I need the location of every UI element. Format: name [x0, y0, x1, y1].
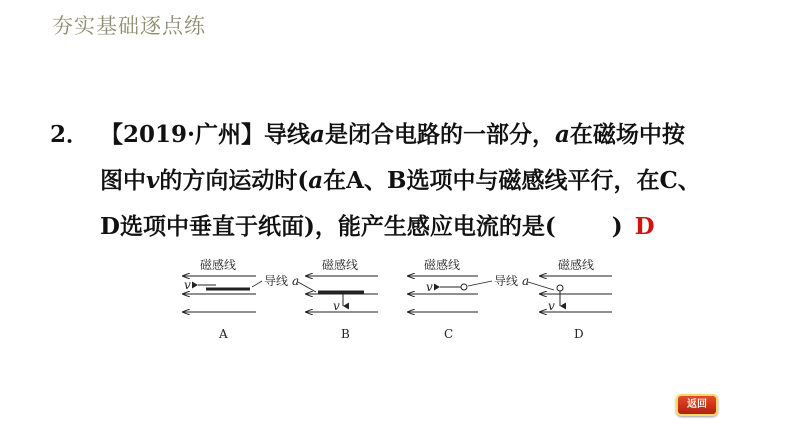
question-text-1c: 在磁场中按 [569, 121, 685, 148]
question-block [50, 112, 790, 250]
question-text-2b: 的方向运动时( [159, 167, 309, 194]
option-b-velocity-label: v [333, 299, 340, 313]
option-c-diagram [408, 257, 478, 341]
option-d-velocity-label: v [548, 299, 555, 313]
option-d-field-label: 磁感线 [558, 258, 595, 272]
option-a-diagram [183, 257, 256, 341]
question-var-a: a [310, 121, 325, 148]
option-a-field-label: 磁感线 [200, 258, 237, 272]
option-c-velocity-label: v [426, 280, 433, 294]
question-text-2c: 在A、B选项中与磁感线平行，在C、 [323, 167, 701, 194]
option-c-field-label: 磁感线 [424, 258, 461, 272]
question-text-1b: 是闭合电路的一部分， [324, 121, 555, 148]
option-d-label: D [574, 327, 584, 341]
answer-text: D [634, 213, 655, 240]
question-text-1a: 【2019·广州】导线 [100, 121, 311, 148]
option-c-label: C [444, 327, 454, 341]
wire-label-text-cd: 导线 [494, 274, 519, 288]
question-number: 2． [50, 121, 90, 148]
question-text-2a: 图中 [100, 167, 146, 194]
option-d-diagram [540, 257, 612, 341]
wire-label-var-cd: a [522, 274, 530, 288]
question-bracket-close: ) [611, 213, 623, 240]
return-button[interactable]: 返回 [676, 394, 718, 416]
question-line-2 [50, 158, 790, 204]
section-header: 夯实基础逐点练 [52, 14, 206, 38]
option-b-label: B [341, 327, 350, 341]
wire-label-text-ab: 导线 [264, 274, 289, 288]
question-text-3: D选项中垂直于纸面)，能产生感应电流的是( [100, 213, 556, 240]
question-var-v: v [146, 167, 160, 194]
option-a-label: A [219, 327, 228, 341]
option-b-diagram [306, 257, 378, 341]
wire-label-var-ab: a [292, 274, 300, 288]
option-b-field-label: 磁感线 [322, 258, 359, 272]
question-var-a-3: a [308, 167, 324, 194]
question-line-3 [50, 204, 790, 250]
question-var-a-2: a [554, 121, 570, 148]
magnetic-field-diagram [178, 254, 618, 344]
question-line-1 [50, 112, 790, 158]
option-a-velocity-label: v [184, 278, 191, 292]
